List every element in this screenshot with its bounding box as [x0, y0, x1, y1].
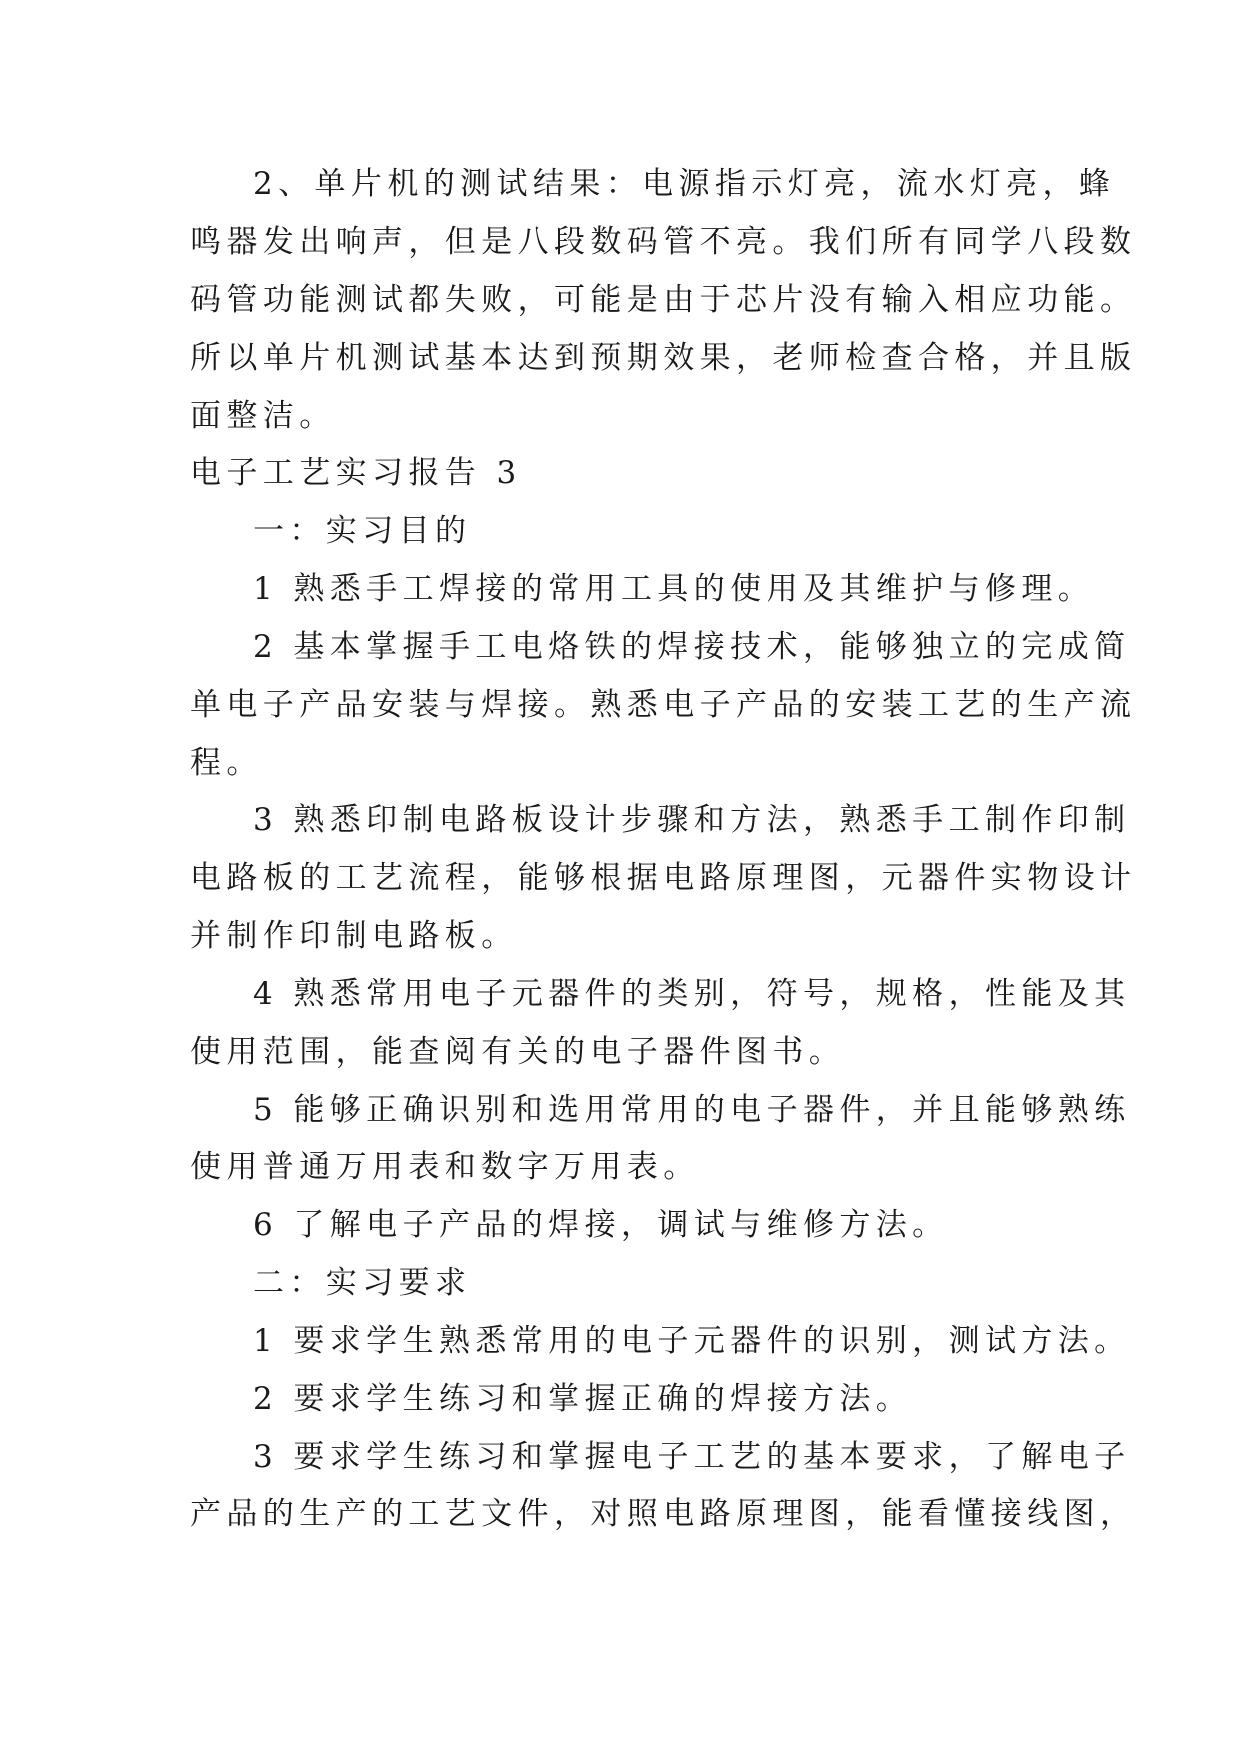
list-item: 2 基本掌握手工电烙铁的焊接技术，能够独立的完成简 — [253, 629, 1131, 665]
section-title: 电子工艺实习报告 3 — [190, 455, 522, 491]
list-item: 1 要求学生熟悉常用的电子元器件的识别，测试方法。 — [253, 1323, 1131, 1359]
paragraph-line: 程。 — [190, 745, 263, 781]
list-item: 4 熟悉常用电子元器件的类别，符号，规格，性能及其 — [253, 976, 1131, 1012]
list-item: 5 能够正确识别和选用常用的电子器件，并且能够熟练 — [253, 1092, 1131, 1128]
paragraph-line: 单电子产品安装与焊接。熟悉电子产品的安装工艺的生产流 — [190, 687, 1137, 723]
list-item: 6 了解电子产品的焊接，调试与维修方法。 — [253, 1207, 949, 1243]
paragraph-line: 鸣器发出响声，但是八段数码管不亮。我们所有同学八段数 — [190, 224, 1137, 260]
list-item: 1 熟悉手工焊接的常用工具的使用及其维护与修理。 — [253, 571, 1095, 607]
paragraph-line: 2、单片机的测试结果：电源指示灯亮，流水灯亮，蜂 — [253, 166, 1116, 202]
list-item: 3 熟悉印制电路板设计步骤和方法，熟悉手工制作印制 — [253, 802, 1131, 838]
paragraph-line: 所以单片机测试基本达到预期效果，老师检查合格，并且版 — [190, 340, 1137, 376]
paragraph-line: 电路板的工艺流程，能够根据电路原理图，元器件实物设计 — [190, 860, 1137, 896]
list-item: 2 要求学生练习和掌握正确的焊接方法。 — [253, 1381, 913, 1417]
list-item: 3 要求学生练习和掌握电子工艺的基本要求，了解电子 — [253, 1439, 1131, 1475]
paragraph-line: 产品的生产的工艺文件，对照电路原理图，能看懂接线图， — [190, 1496, 1137, 1532]
section-heading: 二：实习要求 — [253, 1265, 472, 1301]
paragraph-line: 使用普通万用表和数字万用表。 — [190, 1149, 700, 1185]
paragraph-line: 码管功能测试都失败，可能是由于芯片没有输入相应功能。 — [190, 282, 1137, 318]
paragraph-line: 使用范围，能查阅有关的电子器件图书。 — [190, 1034, 846, 1070]
paragraph-line: 并制作印制电路板。 — [190, 918, 518, 954]
section-heading: 一：实习目的 — [253, 513, 472, 549]
paragraph-line: 面整洁。 — [190, 398, 336, 434]
